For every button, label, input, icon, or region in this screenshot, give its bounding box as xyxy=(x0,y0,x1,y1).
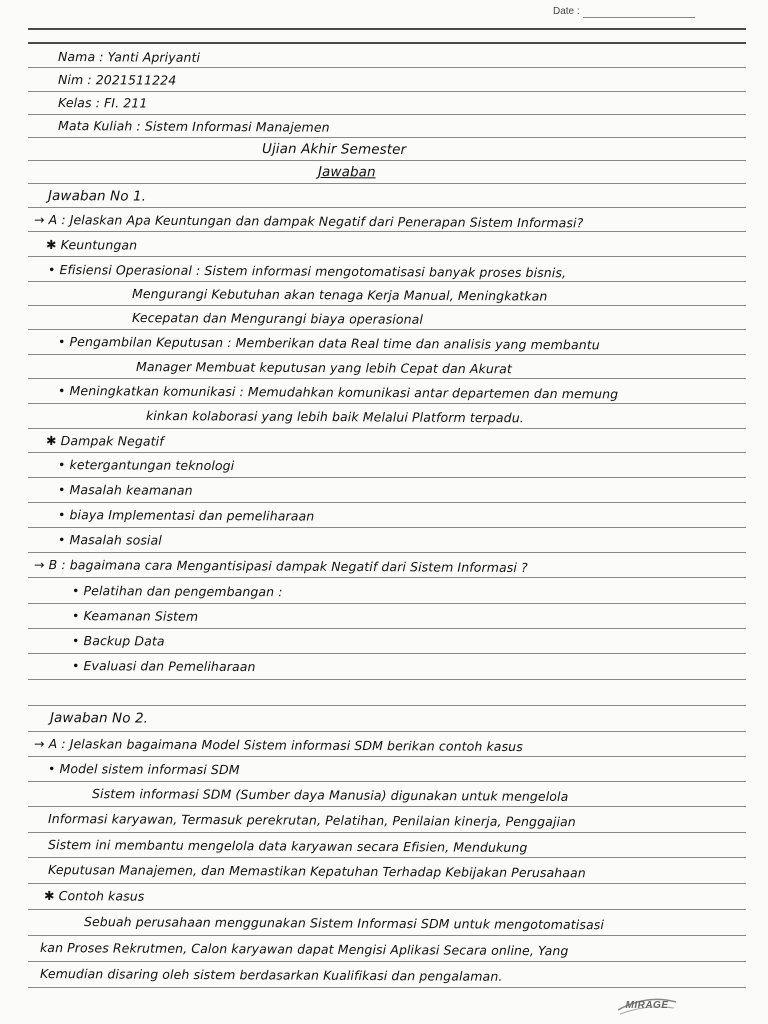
ruled-line xyxy=(28,452,746,453)
answer-line: Informasi karyawan, Termasuk perekrutan, Pelatihan, Penilaian kinerja, Penggajian xyxy=(47,811,576,830)
ruled-line xyxy=(28,857,746,858)
ruled-line xyxy=(28,527,746,528)
answer-line: • Evaluasi dan Pemeliharaan xyxy=(71,658,256,675)
exam-title: Ujian Akhir Semester xyxy=(261,141,407,158)
date-label: Date : xyxy=(553,6,580,17)
answer-line: • Pelatihan dan pengembangan : xyxy=(71,583,283,600)
answer-line: • ketergantungan teknologi xyxy=(57,457,235,474)
ruled-line xyxy=(28,207,746,208)
ruled-line xyxy=(28,552,746,553)
ruled-line xyxy=(28,67,746,68)
ruled-line xyxy=(28,160,746,161)
ruled-line xyxy=(28,428,746,429)
ruled-line xyxy=(28,961,746,962)
ruled-line xyxy=(28,91,746,92)
date-field xyxy=(553,6,703,20)
identity-nama: Nama : Yanti Apriyanti xyxy=(57,49,201,65)
answer-line: kan Proses Rekrutmen, Calon karyawan dapat Mengisi Aplikasi Secara online, Yang xyxy=(39,940,569,959)
subheading-dampak-negatif: ✱ Dampak Negatif xyxy=(45,433,164,449)
heading-answer-1: Jawaban No 1. xyxy=(47,188,147,205)
answer-title: Jawaban xyxy=(317,164,376,181)
ruled-line xyxy=(28,935,746,936)
heading-answer-2: Jawaban No 2. xyxy=(49,710,149,727)
ruled-line xyxy=(28,909,746,910)
answer-line: Manager Membuat keputusan yang lebih Cepat dan Akurat xyxy=(135,359,512,377)
ruled-line xyxy=(28,403,746,404)
answer-line: Keputusan Manajemen, dan Memastikan Kepatuhan Terhadap Kebijakan Perusahaan xyxy=(47,862,586,881)
ruled-line xyxy=(28,378,746,379)
answer-line: • Backup Data xyxy=(71,633,165,649)
ruled-line xyxy=(28,28,746,30)
ruled-line xyxy=(28,114,746,115)
ruled-line xyxy=(28,183,746,184)
ruled-line xyxy=(28,883,746,884)
answer-line: Sistem ini membantu mengelola data karyawan secara Efisien, Mendukung xyxy=(47,837,528,855)
ruled-line xyxy=(28,502,746,503)
brand-logo xyxy=(612,992,682,1018)
ruled-line xyxy=(28,756,746,757)
ruled-line xyxy=(28,628,746,629)
ruled-line xyxy=(28,137,746,138)
ruled-line xyxy=(28,679,746,680)
ruled-line xyxy=(28,329,746,330)
answer-line: • Meningkatkan komunikasi : Memudahkan komunikasi antar departemen dan memung xyxy=(57,383,619,402)
answer-line: • biaya Implementasi dan pemeliharaan xyxy=(57,507,315,524)
answer-line: • Keamanan Sistem xyxy=(71,608,199,624)
identity-kelas: Kelas : FI. 211 xyxy=(57,95,148,111)
ruled-line xyxy=(28,653,746,654)
ruled-line xyxy=(28,256,746,257)
ruled-line xyxy=(28,781,746,782)
answer-line: Sebuah perusahaan menggunakan Sistem Informasi SDM untuk mengotomatisasi xyxy=(83,914,604,933)
answer-line: • Pengambilan Keputusan : Memberikan data Real time dan analisis yang membantu xyxy=(57,334,600,353)
ruled-line xyxy=(28,731,746,732)
ruled-line xyxy=(28,987,746,988)
identity-matkul: Mata Kuliah : Sistem Informasi Manajemen xyxy=(57,118,330,135)
answer-line: Kemudian disaring oleh sistem berdasarkan Kualifikasi dan pengalaman. xyxy=(39,966,503,984)
date-underline xyxy=(583,17,695,18)
ruled-line xyxy=(28,603,746,604)
ruled-line xyxy=(28,705,746,706)
question-2a: → A : Jelaskan bagaimana Model Sistem informasi SDM berikan contoh kasus xyxy=(33,736,523,754)
subheading-keuntungan: ✱ Keuntungan xyxy=(45,237,138,253)
answer-line: • Efisiensi Operasional : Sistem informasi mengotomatisasi banyak proses bisnis, xyxy=(47,262,567,281)
ruled-line xyxy=(28,832,746,833)
ruled-line xyxy=(28,231,746,232)
answer-line: • Model sistem informasi SDM xyxy=(47,761,240,778)
ruled-line xyxy=(28,577,746,578)
question-1a: → A : Jelaskan Apa Keuntungan dan dampak Negatif dari Penerapan Sistem Informasi? xyxy=(33,212,584,231)
question-1b: → B : bagaimana cara Mengantisipasi dampak Negatif dari Sistem Informasi ? xyxy=(33,557,528,576)
answer-line: • Masalah keamanan xyxy=(57,482,193,498)
ruled-line xyxy=(28,42,746,44)
answer-line: Mengurangi Kebutuhan akan tenaga Kerja Manual, Meningkatkan xyxy=(131,286,548,304)
ruled-line xyxy=(28,354,746,355)
subheading-contoh-kasus: ✱ Contoh kasus xyxy=(43,888,145,904)
ruled-line xyxy=(28,281,746,282)
ruled-line xyxy=(28,305,746,306)
answer-line: Kecepatan dan Mengurangi biaya operasional xyxy=(131,310,424,327)
identity-nim: Nim : 2021511224 xyxy=(57,72,177,88)
ruled-line xyxy=(28,477,746,478)
logo-text: MIRAGE xyxy=(625,1000,669,1011)
answer-line: Sistem informasi SDM (Sumber daya Manusia) digunakan untuk mengelola xyxy=(91,786,569,804)
answer-line: • Masalah sosial xyxy=(57,532,162,548)
ruled-line xyxy=(28,806,746,807)
answer-line: kinkan kolaborasi yang lebih baik Melalui Platform terpadu. xyxy=(145,408,524,426)
